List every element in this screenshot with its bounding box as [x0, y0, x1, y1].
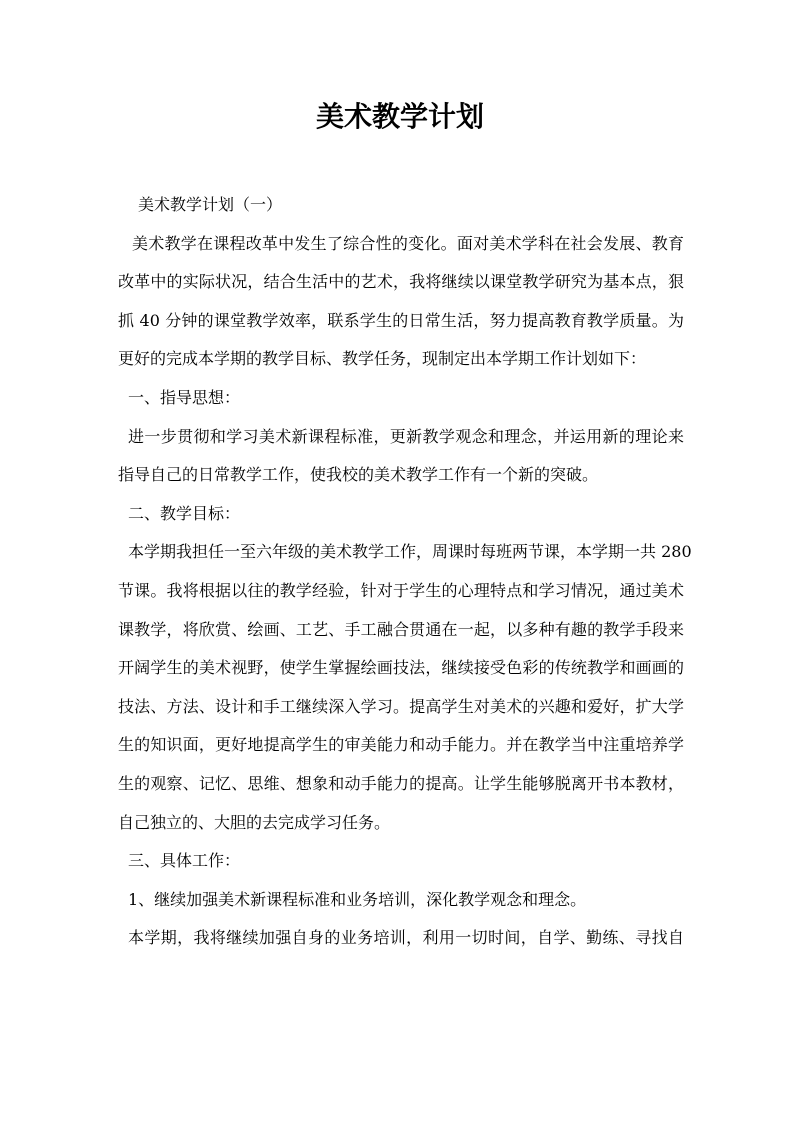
paragraph-line: 自己独立的、大胆的去完成学习任务。: [118, 812, 391, 832]
paragraph-line: 生的观察、记忆、思维、想象和动手能力的提高。让学生能够脱离开书本教材，: [118, 773, 684, 793]
section-subtitle: 美术教学计划（一）: [138, 195, 283, 214]
paragraph-line: 本学期，我将继续加强自身的业务培训，利用一切时间，自学、勤练、寻找自: [128, 928, 684, 948]
paragraph-line: 课教学，将欣赏、绘画、工艺、手工融合贯通在一起，以多种有趣的教学手段来: [118, 619, 684, 639]
paragraph-line: 节课。我将根据以往的教学经验，针对于学生的心理特点和学习情况，通过美术: [118, 580, 684, 600]
paragraph-line: 抓 40 分钟的课堂教学效率，联系学生的日常生活，努力提高教育教学质量。为: [118, 310, 684, 330]
paragraph-line: 更好的完成本学期的教学目标、教学任务，现制定出本学期工作计划如下：: [118, 349, 647, 369]
section-heading: 二、教学目标：: [128, 503, 241, 523]
section-heading: 三、具体工作：: [128, 851, 241, 871]
paragraph-line: 改革中的实际状况，结合生活中的艺术，我将继续以课堂教学研究为基本点，狠: [118, 272, 684, 292]
paragraph-line: 开阔学生的美术视野，使学生掌握绘画技法，继续接受色彩的传统教学和画画的: [118, 658, 684, 678]
paragraph-line: 技法、方法、设计和手工继续深入学习。提高学生对美术的兴趣和爱好，扩大学: [118, 696, 684, 716]
paragraph-line: 生的知识面，更好地提高学生的审美能力和动手能力。并在教学当中注重培养学: [118, 735, 684, 755]
paragraph-line: 进一步贯彻和学习美术新课程标准，更新教学观念和理念，并运用新的理论来: [128, 426, 684, 446]
paragraph-line: 美术教学在课程改革中发生了综合性的变化。面对美术学科在社会发展、教育: [132, 233, 684, 253]
section-heading: 一、指导思想：: [128, 387, 241, 407]
subsection-heading: 1、继续加强美术新课程标准和业务培训，深化教学观念和理念。: [128, 889, 587, 909]
paragraph-line: 本学期我担任一至六年级的美术教学工作，周课时每班两节课，本学期一共 280: [128, 542, 692, 562]
page-title: 美术教学计划: [315, 100, 484, 133]
document-body: [118, 186, 692, 958]
paragraph-line: 指导自己的日常教学工作，使我校的美术教学工作有一个新的突破。: [118, 465, 599, 485]
